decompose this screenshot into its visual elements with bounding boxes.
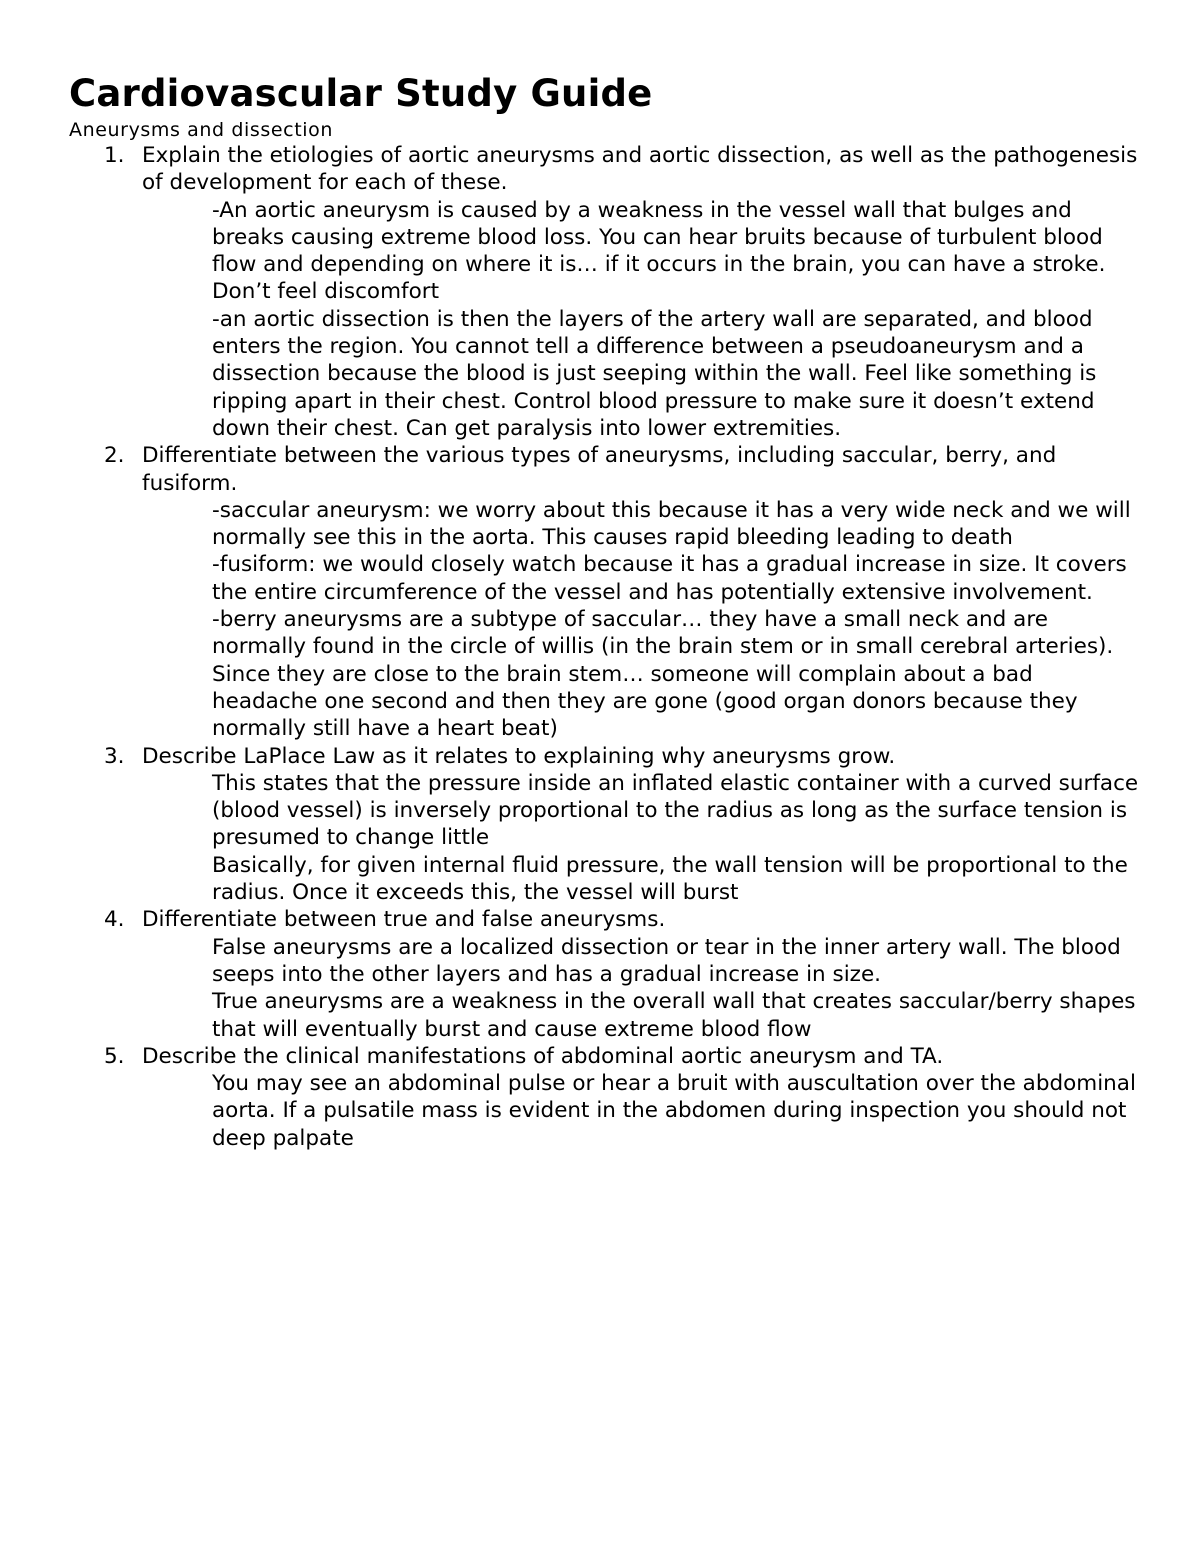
question-text: Explain the etiologies of aortic aneurysms and aortic dissection, as well as the pathogenesis of development for each of these.	[142, 143, 1138, 196]
answer-paragraph: Basically, for given internal fluid pressure, the wall tension will be proportional to the radius. Once it exceeds this, the vessel will burst	[212, 852, 1128, 906]
answer-paragraph: -fusiform: we would closely watch because it has a gradual increase in size. It covers the entire circumference of the vessel and has potentially extensive involvement.	[212, 552, 1127, 605]
question-number: 4.	[104, 907, 125, 933]
question-text: Describe LaPlace Law as it relates to explaining why aneurysms grow.	[142, 743, 896, 769]
question-number: 3.	[104, 743, 125, 769]
answer-paragraph: -an aortic dissection is then the layers of the artery wall are separated, and blood enters the region. You cannot tell a difference between a pseudoaneurysm and a dissection because the blood is just seeping within the wall. Feel like something is ripping apart in their chest. Control blood pressure to make sure it doesn’t extend down their chest. Can get paralysis into lower extremities.	[212, 306, 1097, 441]
answer-paragraph: False aneurysms are a localized dissection or tear in the inner artery wall. The blood seeps into the other layers and has a gradual increase in size.	[212, 934, 1121, 987]
question-number: 1.	[104, 143, 125, 168]
question-number: 5.	[104, 1043, 125, 1069]
question-list	[0, 142, 1140, 1152]
question-item	[0, 743, 1140, 907]
question-item	[0, 442, 1140, 742]
question-text: Differentiate between true and false aneurysms.	[142, 907, 666, 933]
answer-paragraph: -An aortic aneurysm is caused by a weakness in the vessel wall that bulges and breaks causing extreme blood loss. You can hear bruits because of turbulent blood flow and depending on where it is… if it occurs in the brain, you can have a stroke. Don’t feel discomfort	[212, 197, 1106, 305]
answer-paragraph: You may see an abdominal pulse or hear a bruit with auscultation over the abdominal aorta. If a pulsatile mass is evident in the abdomen during inspection you should not deep palpate	[212, 1071, 1136, 1151]
answer-paragraph: -berry aneurysms are a subtype of saccular… they have a small neck and are normally found in the circle of willis (in the brain stem or in small cerebral arteries). Since they are close to the brain stem… someone will complain about a bad headache one second and then they are gone (good organ donors because they normally still have a heart beat)	[212, 607, 1114, 742]
answer-paragraph: This states that the pressure inside an inflated elastic container with a curved surface (blood vessel) is inversely proportional to the radius as long as the surface tension is presumed to change little	[212, 770, 1139, 851]
question-item	[0, 142, 1140, 442]
question-number: 2.	[104, 443, 125, 469]
answer-paragraph: -saccular aneurysm: we worry about this because it has a very wide neck and we will normally see this in the aorta. This causes rapid bleeding leading to death	[212, 497, 1131, 551]
question-text: Differentiate between the various types of aneurysms, including saccular, berry, and fusiform.	[142, 443, 1057, 496]
question-text: Describe the clinical manifestations of abdominal aortic aneurysm and TA.	[142, 1043, 944, 1069]
section-subtitle: Aneurysms and dissection	[69, 119, 334, 141]
question-item	[0, 906, 1140, 1042]
document-title: Cardiovascular Study Guide	[69, 72, 653, 115]
question-item	[0, 1043, 1140, 1152]
answer-paragraph: True aneurysms are a weakness in the overall wall that creates saccular/berry shapes that will eventually burst and cause extreme blood flow	[212, 989, 1136, 1042]
